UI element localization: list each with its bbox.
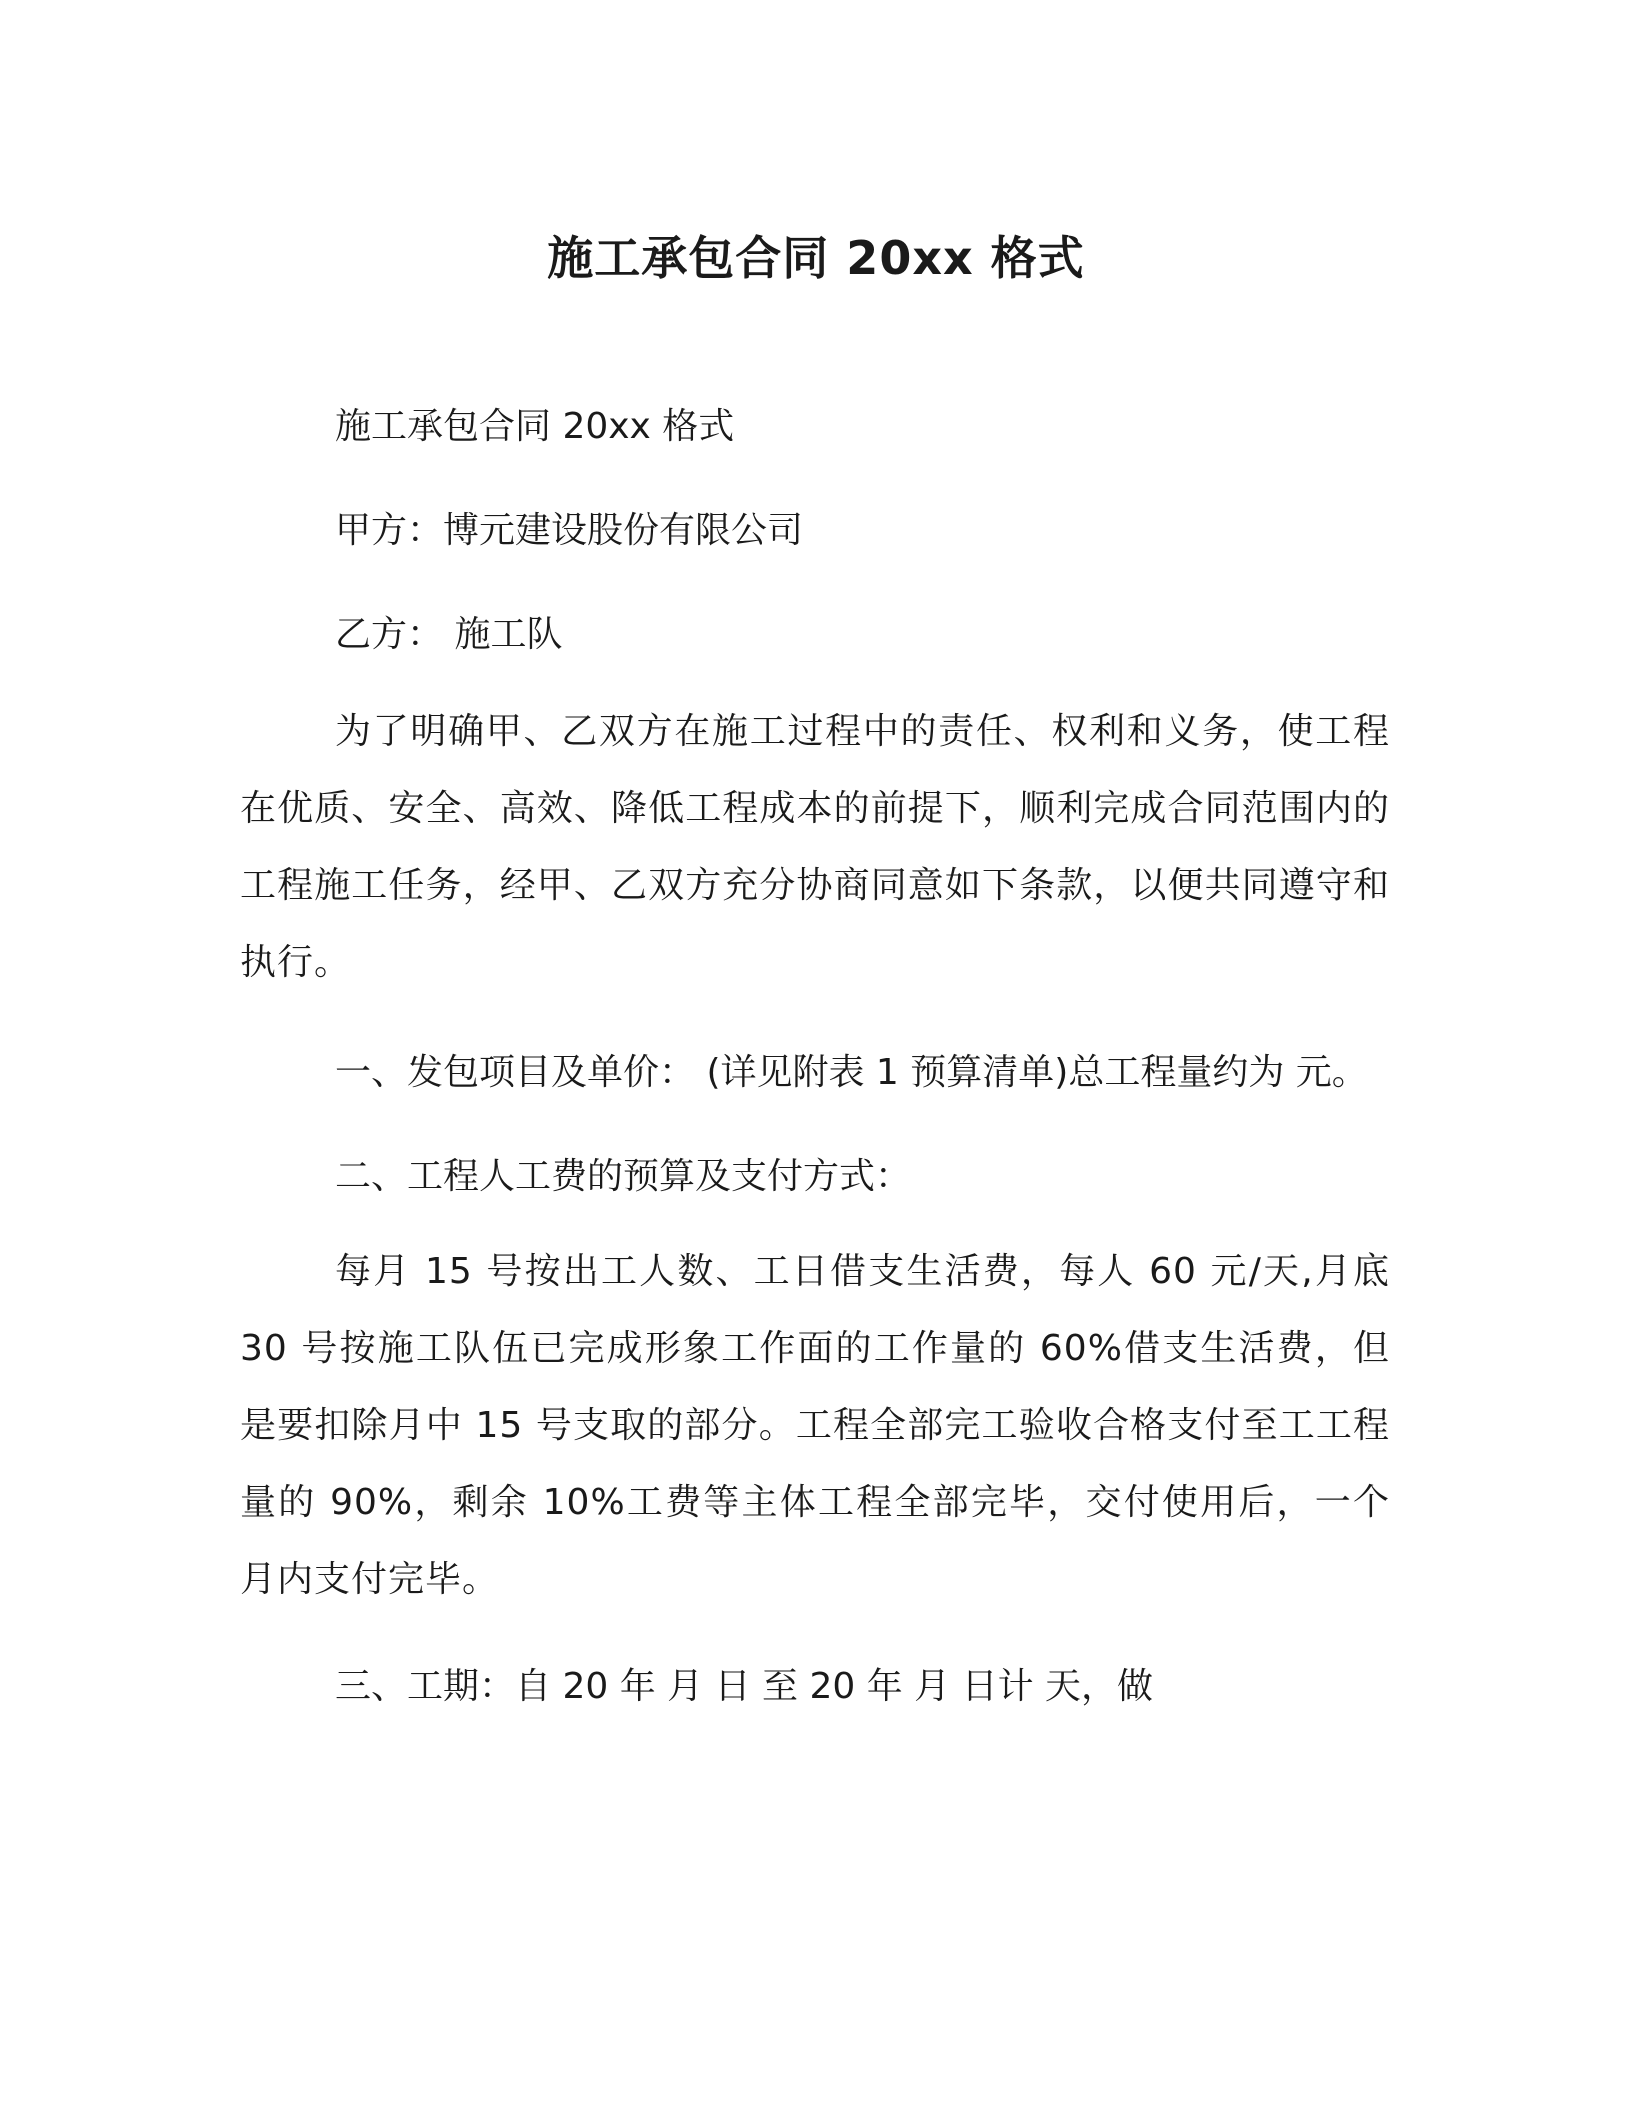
- clause-3-line: 三、工期：自 20 年 月 日 至 20 年 月 日计 天，做: [335, 1666, 1154, 1707]
- clause-2-heading: 二、工程人工费的预算及支付方式：: [335, 1156, 912, 1197]
- intro-paragraph: 为了明确甲、乙双方在施工过程中的责任、权利和义务，使工程在优质、安全、高效、降低工程成本的前提下，顺利完成合同范围内的工程施工任务，经甲、乙双方充分协商同意如下条款，以便共同遵守和执行。: [240, 711, 1390, 983]
- clause-1-line: 一、发包项目及单价： (详见附表 1 预算清单)总工程量约为 元。: [335, 1052, 1368, 1093]
- party-b-line: 乙方： 施工队: [335, 614, 563, 655]
- clause-2-paragraph: 每月 15 号按出工人数、工日借支生活费，每人 60 元/天,月底 30 号按施工队伍已完成形象工作面的工作量的 60%借支生活费，但是要扣除月中 15 号支取的部分。工程全部完工验收合格支付至工工程量的 90%，剩余 10%工费等主体工程全部完毕，交付使用后，一个月内支付完毕。: [240, 1251, 1390, 1600]
- document-title: 施工承包合同 20xx 格式: [547, 231, 1085, 285]
- document-subtitle: 施工承包合同 20xx 格式: [335, 406, 735, 447]
- party-a-line: 甲方：博元建设股份有限公司: [335, 510, 804, 551]
